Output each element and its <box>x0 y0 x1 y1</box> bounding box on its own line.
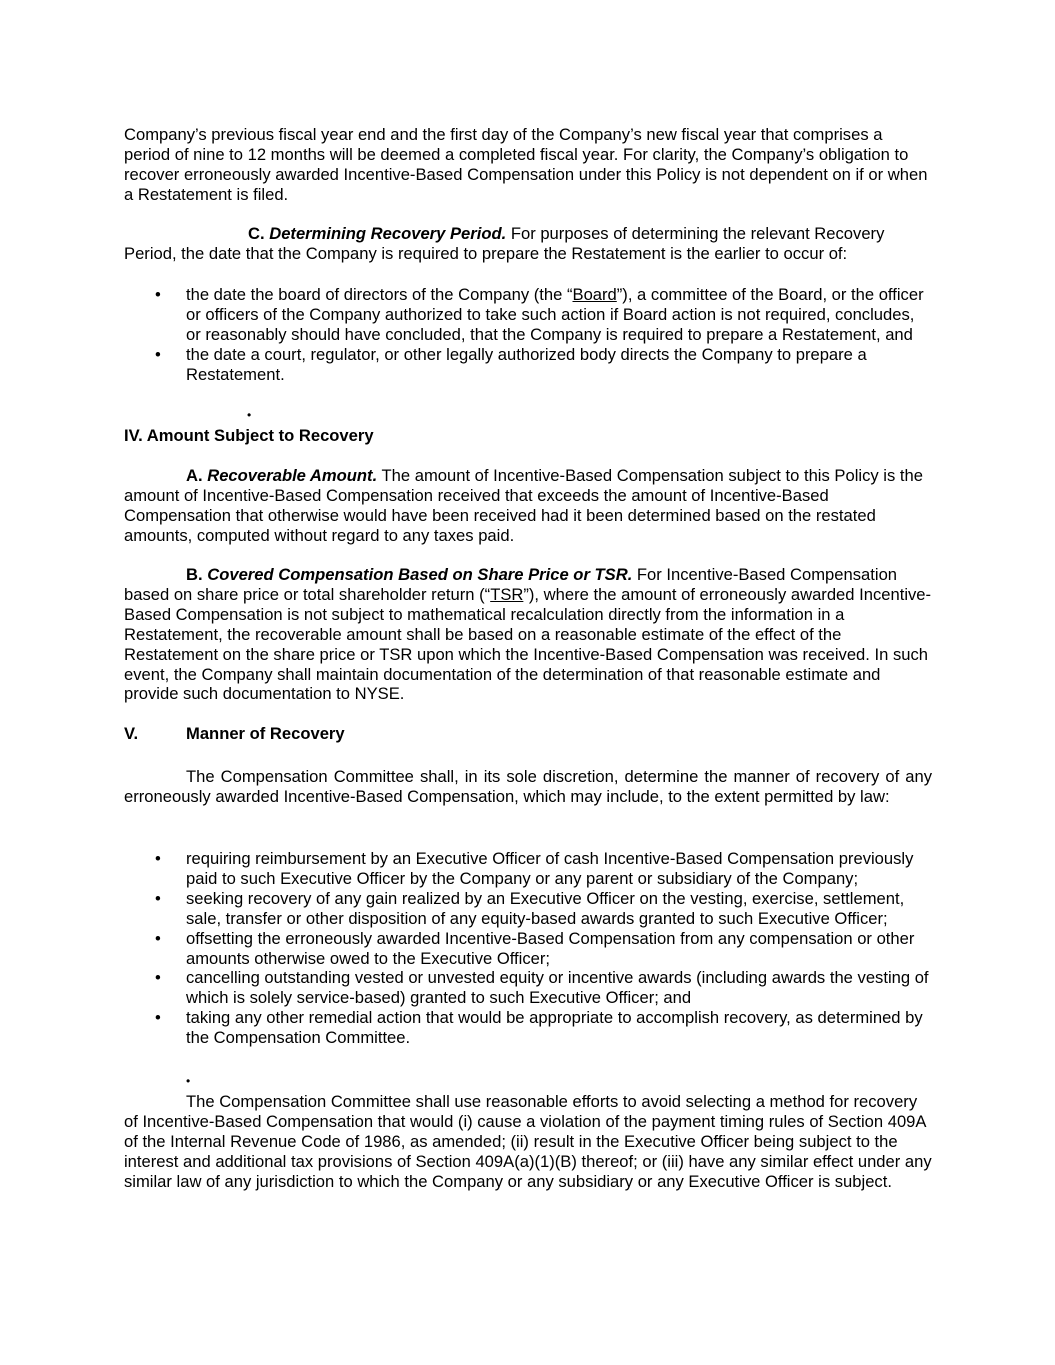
section-c-body: For purposes of determining the relevant Recovery Period, the date that the Company is required to prepare the Restatement is the earlier to occur of: <box>124 224 885 263</box>
bullet-icon: • <box>155 1008 161 1028</box>
list-item: • the date the board of directors of the Company (the “Board”), a committee of the Board, or the officer or officers of the Company authorized to take such action if Board action is not required, concludes, or reasonably should have concluded, that the Company is required to prepare a Restatement, and <box>155 285 924 344</box>
section-c-paragraph <box>124 224 932 264</box>
section-iv-a-body: The amount of Incentive-Based Compensation subject to this Policy is the amount of Incentive-Based Compensation received that exceeds the amount of Incentive-Based Compensation that otherwise would have been received had it been determined based on the restated amounts, computed without regard to any taxes paid. <box>124 466 923 545</box>
section-v-title: Manner of Recovery <box>186 724 345 743</box>
bullet-icon: • <box>155 888 161 908</box>
section-c-title: Determining Recovery Period. <box>269 224 507 243</box>
bullet-icon: • <box>155 344 161 364</box>
section-v-intro: The Compensation Committee shall, in its sole discretion, determine the manner of recovery of any erroneously awarded Incentive-Based Compensation, which may include, to the extent permitted by law: <box>124 767 932 806</box>
section-c-letter: C. <box>248 224 265 243</box>
defined-term-tsr: TSR <box>490 584 524 604</box>
section-iv-a-paragraph <box>124 466 932 546</box>
list-item: • offsetting the erroneously awarded Incentive-Based Compensation from any compensation or other amounts otherwise owed to the Executive Officer; <box>155 928 915 968</box>
list-item: • seeking recovery of any gain realized by an Executive Officer on the vesting, exercise, settlement, sale, transfer or other disposition of any equity-based awards granted to such Executive Officer; <box>155 888 905 928</box>
list-item: • the date a court, regulator, or other legally authorized body directs the Company to prepare a Restatement. <box>155 344 867 384</box>
defined-term-board: Board <box>572 285 617 304</box>
section-iv-a-letter: A. <box>186 466 203 485</box>
bullet-icon: • <box>155 849 161 868</box>
section-iv-heading: IV. Amount Subject to Recovery <box>124 426 374 445</box>
list-item: • cancelling outstanding vested or unvested equity or incentive awards (including awards the vesting of which is solely service-based) granted to such Executive Officer; and <box>155 968 929 1008</box>
stray-bullet-icon: • <box>247 408 252 422</box>
recovery-period-list <box>124 285 932 385</box>
section-iv-b-title: Covered Compensation Based on Share Price or TSR. <box>207 565 633 584</box>
section-v-closing-paragraph: The Compensation Committee shall use reasonable efforts to avoid selecting a method for recovery of Incentive-Based Compensation that would (i) cause a violation of the payment timing rules of Section 409A of the Internal Revenue Code of 1986, as amended; (ii) result in the Executive Officer being subject to the interest and additional tax provisions of Section 409A(a)(1)(B) thereof; or (iii) have any similar effect under any similar law of any jurisdiction to which the Company or any subsidiary or any Executive Officer is subject. <box>124 1092 932 1191</box>
bullet-icon: • <box>155 928 161 948</box>
list-item: • requiring reimbursement by an Executive Officer of cash Incentive-Based Compensation previously paid to such Executive Officer by the Company or any parent or subsidiary of the Company; <box>155 849 914 888</box>
bullet-icon: • <box>155 285 161 304</box>
paragraph-fiscal-year: Company’s previous fiscal year end and the first day of the Company’s new fiscal year that comprises a period of nine to 12 months will be deemed a completed fiscal year. For clarity, the Company’s obligation to recover erroneously awarded Incentive-Based Compensation under this Policy is not dependent on if or when a Restatement is filed. <box>124 125 928 204</box>
stray-bullet-icon: • <box>186 1074 191 1088</box>
bullet-icon: • <box>155 968 161 988</box>
section-v-number: V. <box>124 724 139 743</box>
section-iv-b-paragraph: B. Covered Compensation Based on Share Price or TSR. For Incentive-Based Compensation based on share price or total shareholder return (“TSR”), where the amount of erroneously awarded Incentive-Based Compensation is not subject to mathematical recalculation directly from the information in a Restatement, the recoverable amount shall be based on a reasonable estimate of the effect of the Restatement on the share price or TSR upon which the Incentive-Based Compensation was received. In such event, the Company shall maintain documentation of the determination of that reasonable estimate and provide such documentation to NYSE. <box>124 565 932 704</box>
section-v-heading <box>124 724 932 744</box>
section-iv-b-letter: B. <box>186 565 203 584</box>
recovery-methods-list <box>124 849 932 1048</box>
list-item: • taking any other remedial action that would be appropriate to accomplish recovery, as determined by the Compensation Committee. <box>155 1008 923 1048</box>
section-iv-a-title: Recoverable Amount. <box>207 466 378 485</box>
